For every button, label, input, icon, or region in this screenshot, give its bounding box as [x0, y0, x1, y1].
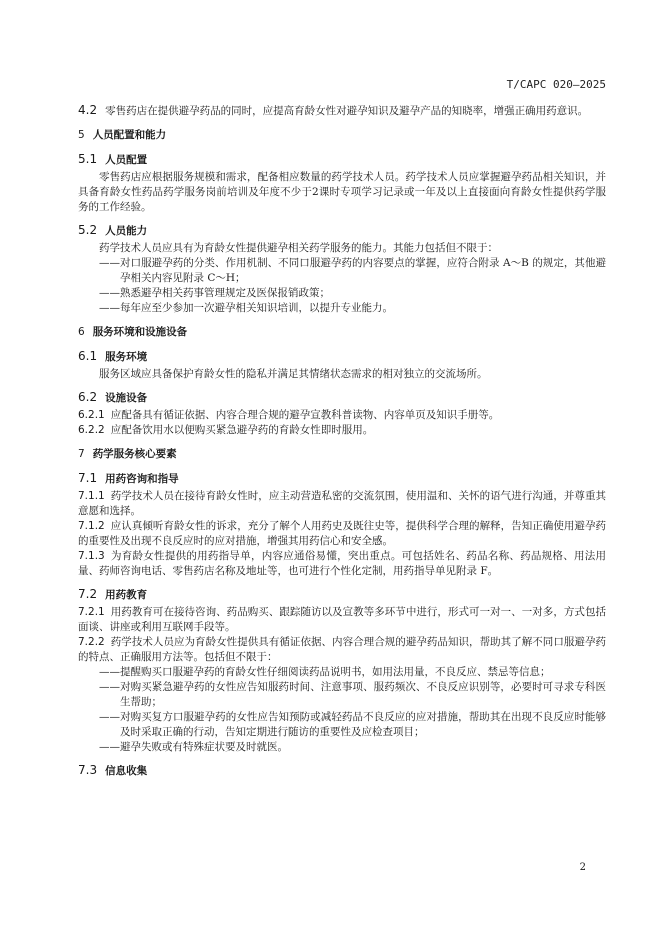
list-item: ——对购买复方口服避孕药的女性应告知预防或减轻药品不良反应的应对措施，帮助其在出现不良反应时能够及时采取正确的行动，告知定期进行随访的重要性及应检查项目；	[99, 711, 606, 738]
standard-code: T/CAPC 020—2025	[506, 78, 606, 91]
section-title: 服务环境和设施设备	[92, 326, 188, 338]
subsection-heading-7-3	[78, 763, 606, 779]
page-number: 2	[579, 862, 586, 873]
clause-7-2-2	[78, 635, 606, 665]
subsection-number: 7.2	[78, 587, 98, 601]
clause-text: 应认真倾听育龄女性的诉求，充分了解个人用药史及既往史等，提供科学合理的解释，告知正确使用避孕药的重要性及出现不良反应时的应对措施，增强其用药信心和安全感。	[78, 520, 606, 547]
clause-number: 7.2.2	[78, 636, 105, 648]
section-heading-7	[78, 447, 606, 462]
clause-number: 6.2.1	[78, 409, 105, 421]
subsection-heading-5-1	[78, 152, 606, 168]
clause-6-2-2	[78, 423, 606, 438]
clause-text: 为育龄女性提供的用药指导单，内容应通俗易懂，突出重点。可包括姓名、药品名称、药品规格、用法用量、药师咨询电话、零售药店名称及地址等，也可进行个性化定制，用药指导单见附录 F。	[78, 550, 606, 577]
clause-text: 应配备具有循证依据、内容合理合规的避孕宣教科普读物、内容单页及知识手册等。	[110, 409, 500, 421]
clause-number: 6.2.2	[78, 424, 105, 436]
clause-text: 零售药店在提供避孕药品的同时，应提高育龄女性对避孕知识及避孕产品的知晓率，增强正确用药意识。	[105, 105, 589, 117]
paragraph-5-1: 零售药店应根据服务规模和需求，配备相应数量的药学技术人员。药学技术人员应掌握避孕药品相关知识，并具备育龄女性药品药学服务岗前培训及年度不少于2课时专项学习记录或一年及以上直接面向育龄女性提供药学服务的工作经验。	[78, 171, 606, 213]
clause-text: 应配备饮用水以便购买紧急避孕药的育龄女性即时服用。	[110, 424, 374, 436]
subsection-title: 用药咨询和指导	[105, 473, 179, 485]
list-item: ——对购买紧急避孕药的女性应告知服药时间、注意事项、服药频次、不良反应识别等，必要时可寻求专科医生帮助；	[99, 681, 606, 708]
subsection-number: 7.1	[78, 471, 98, 485]
clause-number: 4.2	[78, 103, 98, 117]
list-item: ——提醒购买口服避孕药的育龄女性仔细阅读药品说明书，如用法用量，不良反应、禁忌等信息；	[99, 666, 551, 678]
section-title: 人员配置和能力	[92, 129, 167, 141]
clause-7-2-1	[78, 605, 606, 635]
clause-number: 7.2.1	[78, 606, 105, 618]
list-item: ——熟悉避孕相关药事管理规定及医保报销政策；	[99, 287, 330, 299]
subsection-heading-6-1	[78, 349, 606, 365]
subsection-title: 信息收集	[105, 765, 148, 777]
section-title: 药学服务核心要素	[92, 448, 177, 460]
section-number: 7	[78, 448, 85, 460]
subsection-title: 人员配置	[105, 154, 148, 166]
subsection-title: 服务环境	[105, 351, 148, 363]
subsection-number: 6.1	[78, 349, 98, 363]
subsection-heading-5-2	[78, 223, 606, 239]
subsection-number: 5.1	[78, 152, 98, 166]
paragraph-6-1: 服务区域应具备保护育龄女性的隐私并满足其情绪状态需求的相对独立的交流场所。	[99, 368, 488, 380]
paragraph-5-2-intro: 药学技术人员应具有为育龄女性提供避孕相关药学服务的能力。其能力包括但不限于：	[99, 242, 498, 254]
clause-7-1-1	[78, 489, 606, 519]
clause-6-2-1	[78, 408, 606, 423]
clause-text: 药学技术人员在接待育龄女性时，应主动营造私密的交流氛围，使用温和、关怀的语气进行沟通，并尊重其意愿和选择。	[78, 490, 606, 517]
subsection-title: 设施设备	[105, 392, 148, 404]
list-item: ——避孕失败或有特殊症状要及时就医。	[99, 741, 288, 753]
clause-number: 7.1.2	[78, 520, 105, 532]
subsection-heading-6-2	[78, 390, 606, 406]
clause-7-1-3	[78, 549, 606, 579]
clause-number: 7.1.3	[78, 550, 105, 562]
clause-text: 药学技术人员应为育龄女性提供具有循证依据、内容合理合规的避孕药品知识，帮助其了解不同口服避孕药的特点、正确服用方法等。包括但不限于：	[78, 636, 606, 663]
subsection-heading-7-1	[78, 471, 606, 487]
subsection-title: 人员能力	[105, 225, 148, 237]
clause-4-2	[78, 103, 606, 119]
section-number: 5	[78, 129, 85, 141]
subsection-title: 用药教育	[105, 589, 148, 601]
subsection-number: 5.2	[78, 223, 98, 237]
document-body	[78, 103, 606, 781]
section-heading-5	[78, 128, 606, 143]
list-item: ——对口服避孕药的分类、作用机制、不同口服避孕药的内容要点的掌握，应符合附录 A～B 的规定，其他避孕相关内容见附录 C～H；	[99, 257, 606, 284]
subsection-number: 6.2	[78, 390, 98, 404]
clause-7-1-2	[78, 519, 606, 549]
clause-text: 用药教育可在接待咨询、药品购买、跟踪随访以及宣教等多环节中进行，形式可一对一、一对多，方式包括面谈、讲座或利用互联网手段等。	[78, 606, 606, 633]
section-heading-6	[78, 325, 606, 340]
list-item: ——每年应至少参加一次避孕相关知识培训，以提升专业能力。	[99, 302, 393, 314]
section-number: 6	[78, 326, 85, 338]
clause-number: 7.1.1	[78, 490, 105, 502]
subsection-number: 7.3	[78, 763, 98, 777]
subsection-heading-7-2	[78, 587, 606, 603]
